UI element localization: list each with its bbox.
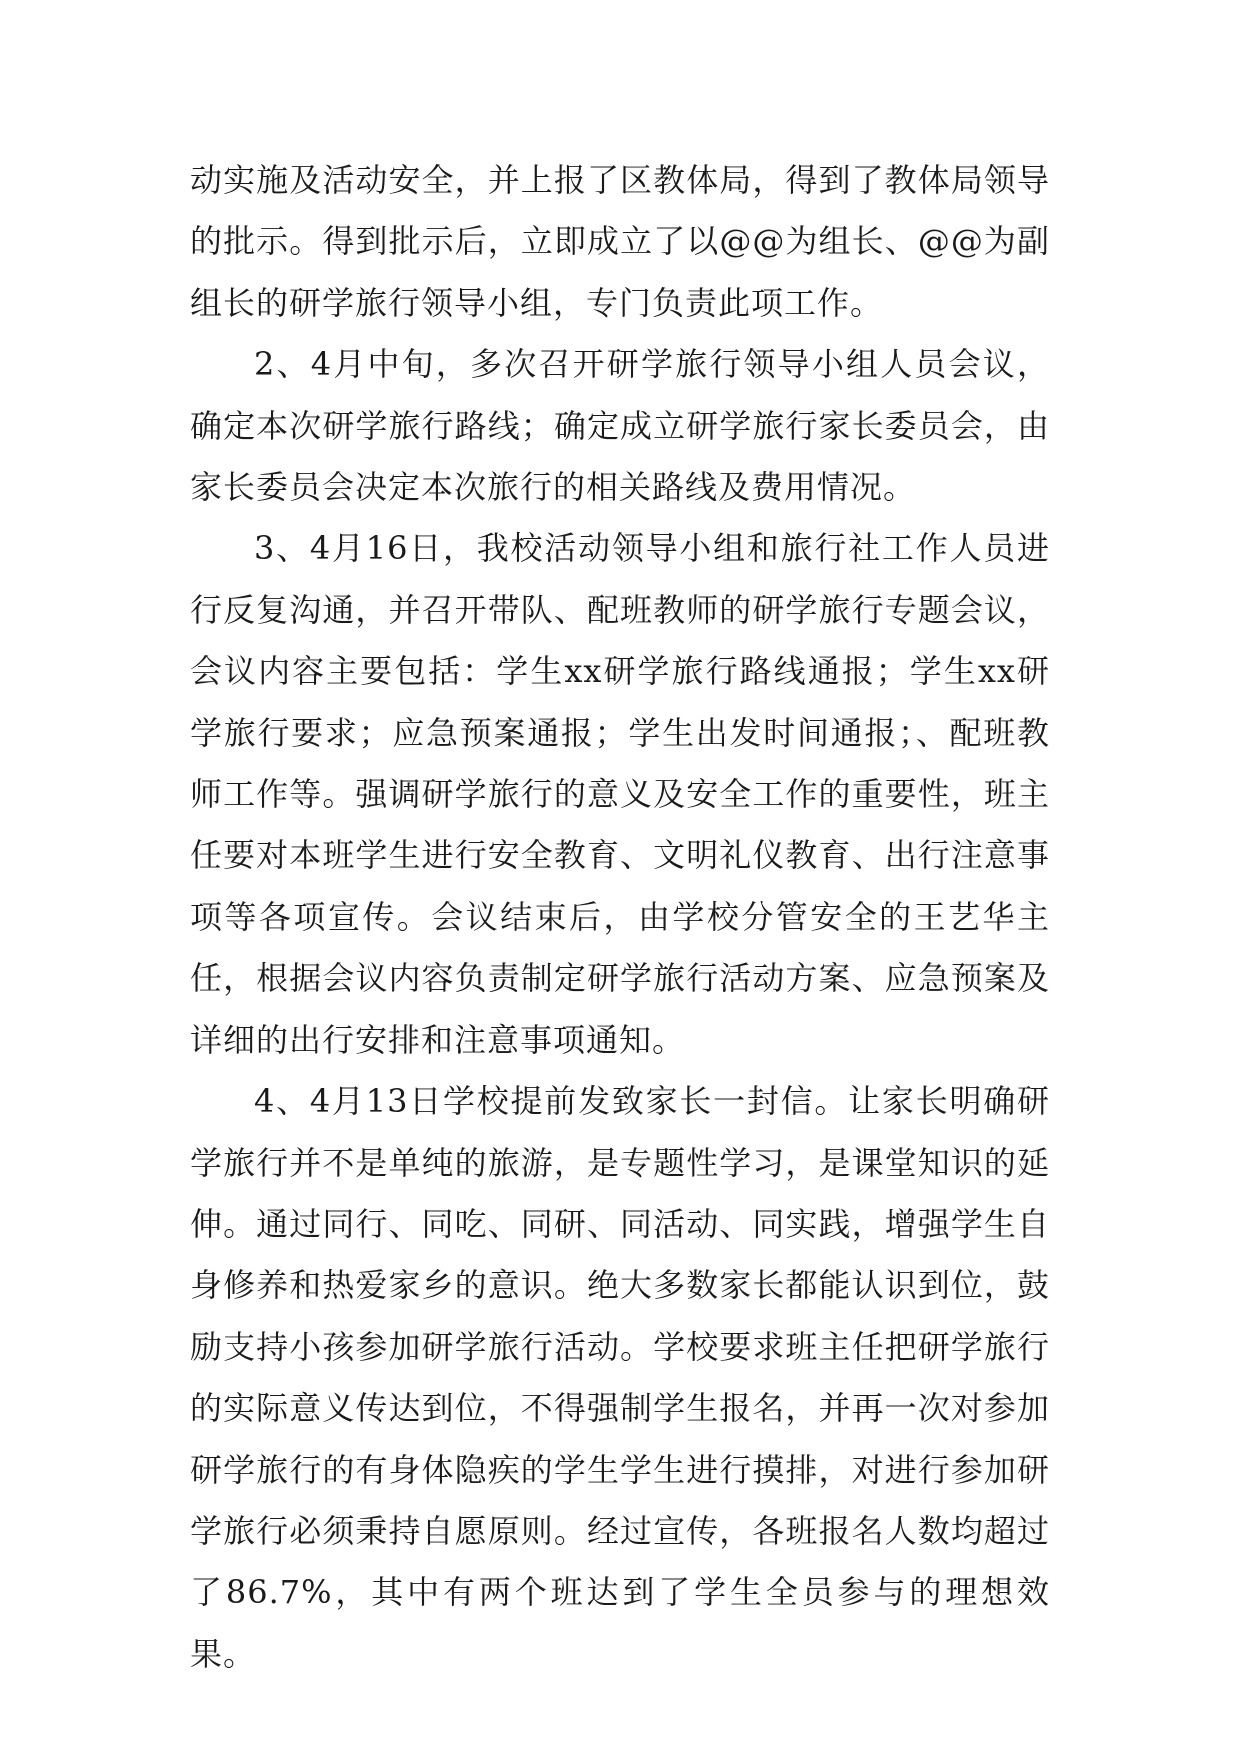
paragraph-item-4: 4、4月13日学校提前发致家长一封信。让家长明确研学旅行并不是单纯的旅游，是专题性学习，是课堂知识的延伸。通过同行、同吃、同研、同活动、同实践，增强学生自身修养和热爱家乡的意识。绝大多数家长都能认识到位，鼓励支持小孩参加研学旅行活动。学校要求班主任把研学旅行的实际意义传达到位，不得强制学生报名，并再一次对参加研学旅行的有身体隐疾的学生学生进行摸排，对进行参加研学旅行必须秉持自愿原则。经过宣传，各班报名人数均超过了86.7%，其中有两个班达到了学生全员参与的理想效果。 <box>190 1082 1050 1673</box>
paragraph-item-2: 2、4月中旬，多次召开研学旅行领导小组人员会议，确定本次研学旅行路线；确定成立研学旅行家长委员会，由家长委员会决定本次旅行的相关路线及费用情况。 <box>190 345 1050 507</box>
paragraph-continuation: 动实施及活动安全，并上报了区教体局，得到了教体局领导的批示。得到批示后，立即成立了以@@为组长、@@为副组长的研学旅行领导小组，专门负责此项工作。 <box>190 161 1050 322</box>
document-body <box>190 150 1050 1685</box>
paragraph-item-3: 3、4月16日，我校活动领导小组和旅行社工作人员进行反复沟通，并召开带队、配班教师的研学旅行专题会议，会议内容主要包括：学生xx研学旅行路线通报；学生xx研学旅行要求；应急预案通报；学生出发时间通报；、配班教师工作等。强调研学旅行的意义及安全工作的重要性，班主任要对本班学生进行安全教育、文明礼仪教育、出行注意事项等各项宣传。会议结束后，由学校分管安全的王艺华主任，根据会议内容负责制定研学旅行活动方案、应急预案及详细的出行安排和注意事项通知。 <box>190 529 1050 1059</box>
